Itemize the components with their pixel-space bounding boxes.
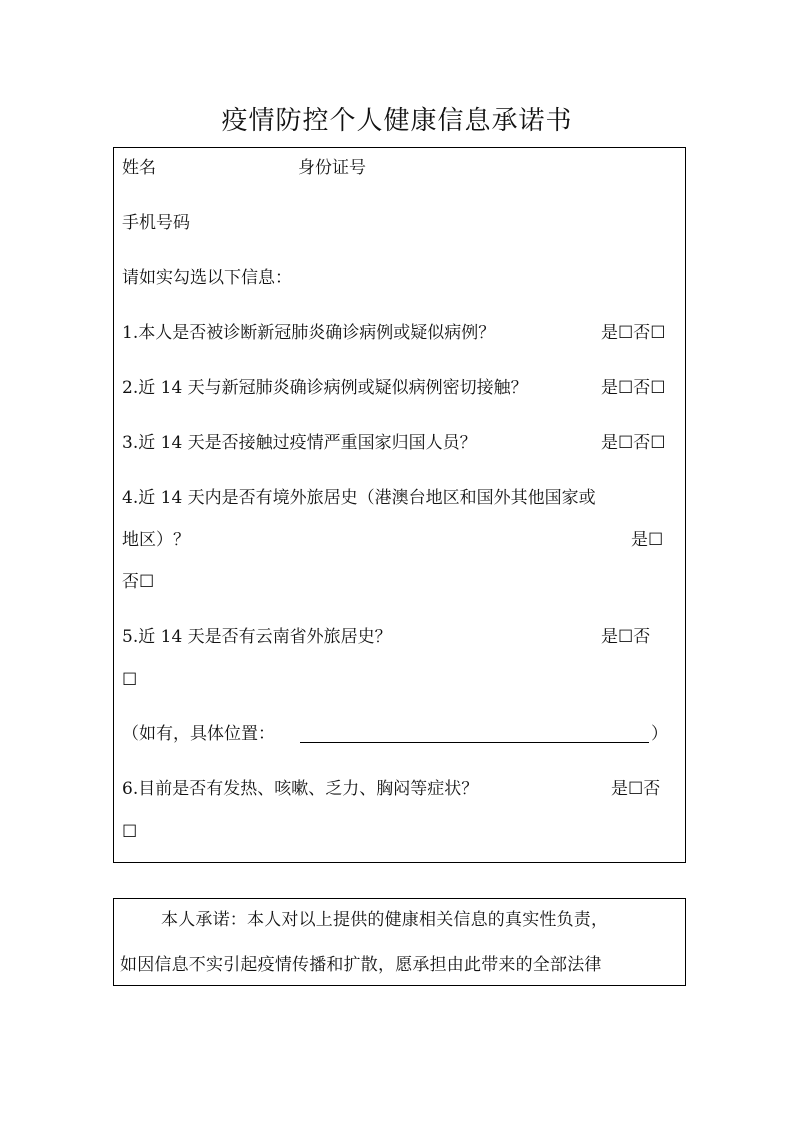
question-4-yes-checkbox[interactable]: 是☐ (631, 530, 664, 550)
pledge-box (113, 898, 686, 986)
location-input-line[interactable] (300, 741, 649, 743)
question-4-no-checkbox[interactable]: 否☐ (122, 572, 155, 592)
id-number-label: 身份证号 (298, 158, 366, 178)
instruction-text: 请如实勾选以下信息： (122, 268, 292, 288)
location-suffix: ） (651, 724, 668, 744)
question-1-checkboxes[interactable]: 是☐否☐ (601, 323, 666, 343)
question-6-yes-checkbox[interactable]: 是☐否 (611, 779, 661, 799)
name-label: 姓名 (122, 158, 156, 178)
pledge-line-1: 本人承诺：本人对以上提供的健康相关信息的真实性负责， (161, 910, 609, 930)
question-2: 2.近 14 天与新冠肺炎确诊病例或疑似病例密切接触？ (122, 378, 528, 398)
location-prefix: （如有，具体位置： (122, 724, 275, 744)
question-3: 3.近 14 天是否接触过疫情严重国家归国人员？ (122, 433, 477, 453)
question-6: 6.目前是否有发热、咳嗽、乏力、胸闷等症状？ (122, 779, 479, 799)
question-4-line1: 4.近 14 天内是否有境外旅居史（港澳台地区和国外其他国家或 (122, 488, 596, 508)
question-1: 1.本人是否被诊断新冠肺炎确诊病例或疑似病例？ (122, 323, 496, 343)
question-4-line2: 地区）？ (122, 530, 190, 550)
pledge-line-2: 如因信息不实引起疫情传播和扩散，愿承担由此带来的全部法律 (120, 955, 602, 975)
question-6-no-checkbox[interactable]: ☐ (122, 822, 138, 842)
question-5-no-checkbox[interactable]: ☐ (122, 670, 138, 690)
question-5: 5.近 14 天是否有云南省外旅居史？ (122, 627, 392, 647)
question-2-checkboxes[interactable]: 是☐否☐ (601, 378, 666, 398)
document-title: 疫情防控个人健康信息承诺书 (221, 106, 573, 136)
question-5-yes-checkbox[interactable]: 是☐否 (601, 627, 651, 647)
health-info-form (113, 147, 686, 863)
phone-label: 手机号码 (122, 213, 190, 233)
question-3-checkboxes[interactable]: 是☐否☐ (601, 433, 666, 453)
